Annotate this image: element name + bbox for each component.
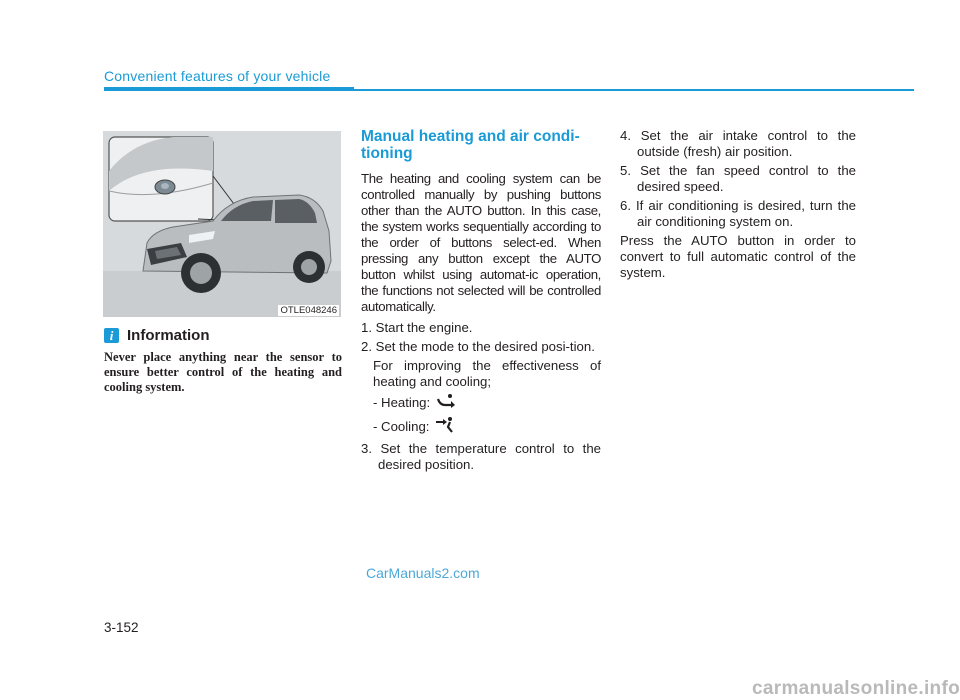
step-4: 4. Set the air intake control to the outside (fresh) air position. [620, 128, 856, 159]
information-heading [104, 327, 210, 344]
suv-illustration [103, 131, 341, 317]
page-number: 3-152 [104, 620, 139, 635]
information-text: Never place anything near the sensor to ensure better control of the heating and cooling system. [104, 350, 342, 394]
heating-label: - Heating: [373, 395, 431, 410]
section-title: Manual heating and air condi-tioning [361, 128, 580, 162]
info-icon: i [104, 328, 119, 343]
face-airflow-icon [435, 416, 455, 438]
cooling-mode-line [373, 416, 601, 438]
step-1: 1. Start the engine. [361, 320, 473, 335]
step-3: 3. Set the temperature control to the desired position. [361, 441, 601, 472]
cooling-label: - Cooling: [373, 419, 430, 434]
step-5: 5. Set the fan speed control to the desired speed. [620, 163, 856, 194]
vehicle-sensor-illustration [103, 131, 341, 317]
figure-code: OTLE048246 [280, 305, 337, 316]
floor-airflow-icon [436, 393, 456, 413]
information-title: Information [127, 327, 210, 344]
step-2-note: For improving the effectiveness of heating and cooling; [373, 358, 601, 389]
step-2: 2. Set the mode to the desired posi-tion. [361, 339, 595, 354]
section-header-title: Convenient features of your vehicle [104, 68, 331, 84]
manual-heating-column [361, 128, 601, 476]
heating-mode-line [373, 393, 601, 413]
header-rule [104, 87, 354, 91]
steps-continued-column [620, 128, 856, 286]
auto-button-note: Press the AUTO button in order to convert to full automatic control of the system. [620, 233, 856, 280]
header-rule-thin [354, 89, 914, 91]
step-6: 6. If air conditioning is desired, turn the air conditioning system on. [620, 198, 856, 229]
watermark-link[interactable]: CarManuals2.com [366, 565, 480, 581]
section-intro: The heating and cooling system can be controlled manually by pushing buttons other than the AUTO button. In this case, the system works sequentially according to the order of buttons select-ed. When pressing any button except the AUTO button whilst using automat-ic operation, the functions not selected will be controlled automatically. [361, 171, 601, 314]
footer-watermark: carmanualsonline.info [752, 678, 960, 699]
